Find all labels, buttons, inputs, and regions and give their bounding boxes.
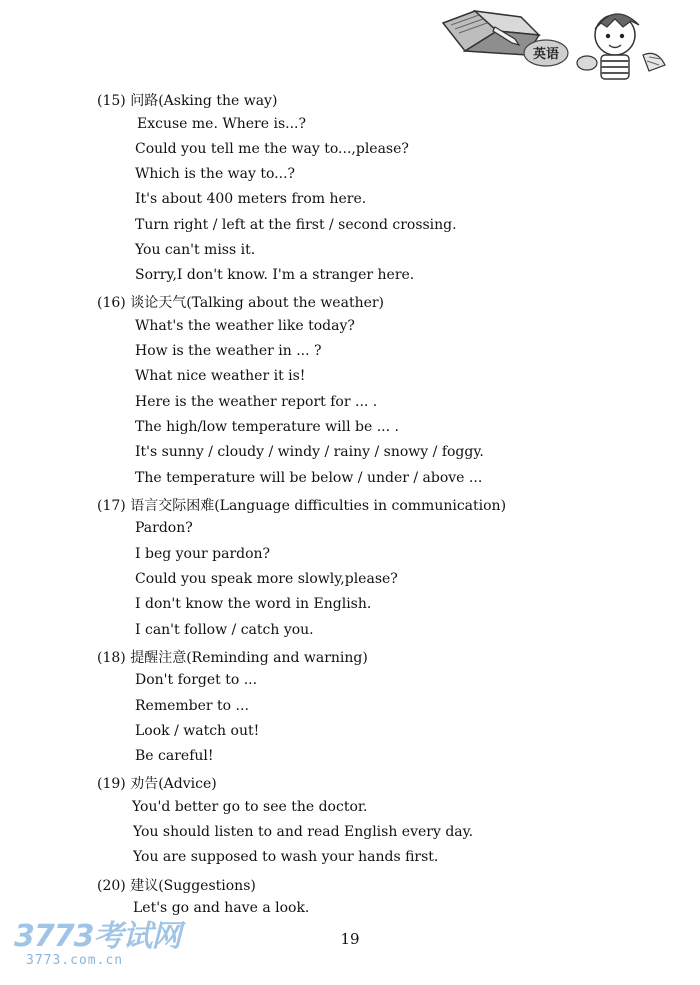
phrase-line: Sorry,I don't know. I'm a stranger here. <box>135 267 415 283</box>
phrase-line: What's the weather like today? <box>135 318 355 334</box>
section-heading: (16) 谈论天气(Talking about the weather) <box>97 295 385 311</box>
phrase-line: Which is the way to...? <box>135 166 296 182</box>
phrase-line: How is the weather in ... ? <box>135 343 322 359</box>
section-heading: (17) 语言交际困难(Language difficulties in communication) <box>97 498 507 514</box>
section-heading: (20) 建议(Suggestions) <box>97 878 256 894</box>
phrase-line: Let's go and have a look. <box>133 900 310 916</box>
phrase-line: Be careful! <box>135 748 214 764</box>
phrase-line: You'd better go to see the doctor. <box>132 799 368 815</box>
phrase-line: You can't miss it. <box>135 242 256 258</box>
section-heading: (18) 提醒注意(Reminding and warning) <box>97 650 368 666</box>
watermark-url: 3773.com.cn <box>26 953 124 968</box>
phrase-line: Look / watch out! <box>135 723 260 739</box>
watermark-title: 3773考试网 <box>14 919 181 954</box>
phrase-line: It's sunny / cloudy / windy / rainy / snowy / foggy. <box>135 444 484 460</box>
phrase-line: Could you speak more slowly,please? <box>135 571 398 587</box>
phrase-line: The high/low temperature will be ... . <box>135 419 399 435</box>
phrase-line: Here is the weather report for ... . <box>135 394 378 410</box>
phrase-line: The temperature will be below / under / above ... <box>135 470 483 486</box>
subject-label: 英语 <box>532 47 559 62</box>
phrase-line: Could you tell me the way to...,please? <box>135 141 409 157</box>
phrase-line: Pardon? <box>135 520 193 536</box>
section-heading: (19) 劝告(Advice) <box>97 776 217 792</box>
phrase-line: It's about 400 meters from here. <box>135 191 367 207</box>
phrase-line: Don't forget to ... <box>135 672 258 688</box>
page-number: 19 <box>340 930 360 948</box>
phrase-line: I don't know the word in English. <box>135 596 372 612</box>
phrase-line: Excuse me. Where is...? <box>137 116 306 132</box>
watermark <box>14 919 181 970</box>
phrase-line: Turn right / left at the first / second crossing. <box>135 217 457 233</box>
cartoon-boy-icon <box>577 14 665 79</box>
phrase-line: I can't follow / catch you. <box>135 622 314 638</box>
section-heading: (15) 问路(Asking the way) <box>97 93 278 109</box>
phrase-line: I beg your pardon? <box>135 546 271 562</box>
phrase-line: Remember to ... <box>135 698 249 714</box>
phrase-line: What nice weather it is! <box>135 368 306 384</box>
phrase-line: You should listen to and read English every day. <box>133 824 474 840</box>
phrase-line: You are supposed to wash your hands first. <box>133 849 439 865</box>
